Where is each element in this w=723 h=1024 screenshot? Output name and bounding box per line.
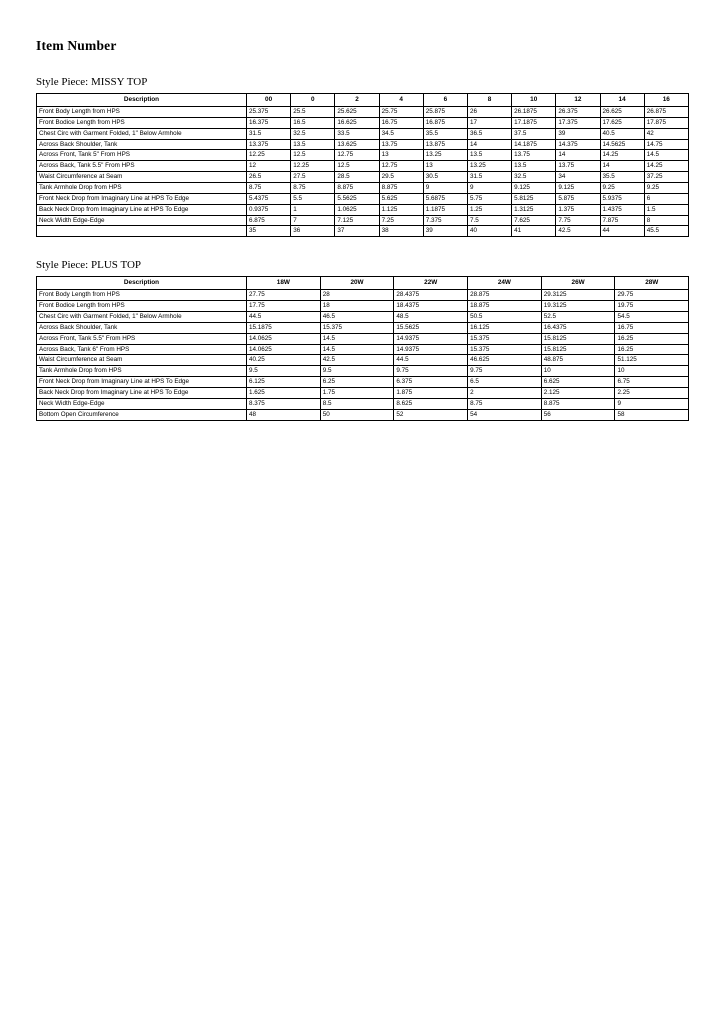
cell-value: 56 [541,409,615,420]
cell-value: 39 [556,128,600,139]
cell-value: 34.5 [379,128,423,139]
row-label: Front Neck Drop from Imaginary Line at HPS To Edge [37,193,247,204]
cell-value: 28.4375 [394,290,468,301]
cell-value: 8.375 [247,398,321,409]
cell-value: 14.5 [644,150,688,161]
cell-value: 13.375 [247,139,291,150]
cell-value: 1.25 [467,204,511,215]
column-header-size: 16 [644,94,688,107]
cell-value: 15.1875 [247,322,321,333]
cell-value: 25.875 [423,107,467,118]
cell-value: 9.25 [600,183,644,194]
cell-value: 8.5 [320,398,394,409]
cell-value: 14.0625 [247,333,321,344]
table-row [37,150,689,161]
cell-value: 35.5 [600,172,644,183]
cell-value: 7 [291,215,335,226]
cell-value: 41 [512,226,556,237]
cell-value: 15.375 [320,322,394,333]
column-header-size: 18W [247,277,321,290]
cell-value: 5.625 [379,193,423,204]
table-row [37,128,689,139]
cell-value: 50.5 [468,312,542,323]
cell-value: 28.5 [335,172,379,183]
cell-value: 12.5 [335,161,379,172]
column-header-size: 00 [247,94,291,107]
cell-value: 1.75 [320,388,394,399]
cell-value: 50 [320,409,394,420]
cell-value: 40.5 [600,128,644,139]
cell-value: 5.9375 [600,193,644,204]
column-header-size: 0 [291,94,335,107]
table-row [37,388,689,399]
cell-value: 7.25 [379,215,423,226]
cell-value: 13.625 [335,139,379,150]
cell-value: 9.75 [394,366,468,377]
cell-value: 26 [467,107,511,118]
cell-value: 8.75 [291,183,335,194]
cell-value: 31.5 [247,128,291,139]
spec-table-missy [36,93,689,237]
cell-value: 18.875 [468,301,542,312]
cell-value: 14.0625 [247,344,321,355]
cell-value: 9.5 [320,366,394,377]
row-label: Tank Armhole Drop from HPS [37,366,247,377]
cell-value: 46.5 [320,312,394,323]
table-row [37,333,689,344]
cell-value: 2 [468,388,542,399]
column-header-description: Description [37,277,247,290]
cell-value: 26.875 [644,107,688,118]
cell-value: 14 [556,150,600,161]
table-row [37,312,689,323]
table-row [37,172,689,183]
cell-value: 52 [394,409,468,420]
cell-value: 17.1875 [512,117,556,128]
cell-value: 8 [644,215,688,226]
cell-value: 9.25 [644,183,688,194]
row-label: Across Back, Tank 6" From HPS [37,344,247,355]
cell-value: 34 [556,172,600,183]
cell-value: 54.5 [615,312,689,323]
column-header-size: 14 [600,94,644,107]
spec-table-plus [36,276,689,420]
row-label: Front Bodice Length from HPS [37,301,247,312]
cell-value: 8.75 [247,183,291,194]
cell-value: 6.625 [541,377,615,388]
cell-value: 13.875 [423,139,467,150]
table-row [37,117,689,128]
table-row [37,204,689,215]
cell-value: 9 [615,398,689,409]
cell-value: 17.625 [600,117,644,128]
cell-value: 13.75 [512,150,556,161]
cell-value: 7.5 [467,215,511,226]
row-label: Front Bodice Length from HPS [37,117,247,128]
cell-value: 6.75 [615,377,689,388]
cell-value: 39 [423,226,467,237]
cell-value: 32.5 [291,128,335,139]
cell-value: 0.9375 [247,204,291,215]
cell-value: 16.25 [615,344,689,355]
cell-value: 5.8125 [512,193,556,204]
cell-value: 8.875 [541,398,615,409]
row-label [37,226,247,237]
table-row [37,290,689,301]
cell-value: 14.9375 [394,344,468,355]
cell-value: 16.4375 [541,322,615,333]
cell-value: 7.875 [600,215,644,226]
cell-value: 44 [600,226,644,237]
cell-value: 13 [423,161,467,172]
cell-value: 8.75 [468,398,542,409]
cell-value: 25.625 [335,107,379,118]
cell-value: 10 [615,366,689,377]
cell-value: 6.125 [247,377,321,388]
cell-value: 40.25 [247,355,321,366]
cell-value: 16.625 [335,117,379,128]
column-header-size: 24W [468,277,542,290]
page-title: Item Number [36,38,117,53]
table-row [37,322,689,333]
cell-value: 28.875 [468,290,542,301]
cell-value: 1.4375 [600,204,644,215]
row-label: Chest Circ with Garment Folded, 1" Below Armhole [37,128,247,139]
cell-value: 5.75 [467,193,511,204]
cell-value: 32.5 [512,172,556,183]
row-label: Tank Armhole Drop from HPS [37,183,247,194]
cell-value: 9.125 [556,183,600,194]
column-header-size: 8 [467,94,511,107]
cell-value: 15.375 [468,344,542,355]
row-label: Neck Width Edge-Edge [37,215,247,226]
cell-value: 6 [644,193,688,204]
cell-value: 15.5625 [394,322,468,333]
cell-value: 26.1875 [512,107,556,118]
row-label: Across Back Shoulder, Tank [37,322,247,333]
cell-value: 12.75 [335,150,379,161]
cell-value: 5.5 [291,193,335,204]
column-header-size: 28W [615,277,689,290]
cell-value: 16.75 [379,117,423,128]
cell-value: 17.75 [247,301,321,312]
cell-value: 52.5 [541,312,615,323]
section-heading-missy: Style Piece: MISSY TOP [36,76,148,88]
cell-value: 14.5625 [600,139,644,150]
cell-value: 14.375 [556,139,600,150]
cell-value: 5.875 [556,193,600,204]
table-row [37,139,689,150]
cell-value: 16.875 [423,117,467,128]
cell-value: 37.25 [644,172,688,183]
cell-value: 14.1875 [512,139,556,150]
cell-value: 25.5 [291,107,335,118]
cell-value: 42 [644,128,688,139]
column-header-size: 26W [541,277,615,290]
cell-value: 13 [379,150,423,161]
cell-value: 1.1875 [423,204,467,215]
cell-value: 48 [247,409,321,420]
row-label: Bottom Open Circumference [37,409,247,420]
cell-value: 1.3125 [512,204,556,215]
cell-value: 14 [467,139,511,150]
cell-value: 12.75 [379,161,423,172]
cell-value: 18 [320,301,394,312]
cell-value: 15.375 [468,333,542,344]
cell-value: 16.125 [468,322,542,333]
cell-value: 17.875 [644,117,688,128]
row-label: Waist Circumference at Seam [37,172,247,183]
cell-value: 1.375 [556,204,600,215]
cell-value: 13.75 [556,161,600,172]
cell-value: 14 [600,161,644,172]
cell-value: 16.375 [247,117,291,128]
cell-value: 14.9375 [394,333,468,344]
cell-value: 51.125 [615,355,689,366]
row-label: Back Neck Drop from Imaginary Line at HPS To Edge [37,204,247,215]
cell-value: 42.5 [556,226,600,237]
cell-value: 6.375 [394,377,468,388]
cell-value: 2.25 [615,388,689,399]
cell-value: 18.4375 [394,301,468,312]
row-label: Front Body Length from HPS [37,107,247,118]
cell-value: 44.5 [247,312,321,323]
cell-value: 6.25 [320,377,394,388]
cell-value: 17 [467,117,511,128]
cell-value: 16.25 [615,333,689,344]
column-header-size: 2 [335,94,379,107]
column-header-size: 12 [556,94,600,107]
table-row [37,107,689,118]
row-label: Front Body Length from HPS [37,290,247,301]
cell-value: 58 [615,409,689,420]
row-label: Chest Circ with Garment Folded, 1" Below Armhole [37,312,247,323]
cell-value: 29.75 [615,290,689,301]
cell-value: 15.8125 [541,344,615,355]
cell-value: 16.5 [291,117,335,128]
table-row [37,409,689,420]
row-label: Front Neck Drop from Imaginary Line at HPS To Edge [37,377,247,388]
cell-value: 5.4375 [247,193,291,204]
cell-value: 40 [467,226,511,237]
table-row [37,366,689,377]
cell-value: 26.625 [600,107,644,118]
cell-value: 13.25 [467,161,511,172]
cell-value: 12.25 [247,150,291,161]
cell-value: 45.5 [644,226,688,237]
cell-value: 12.25 [291,161,335,172]
cell-value: 1.0625 [335,204,379,215]
cell-value: 46.625 [468,355,542,366]
cell-value: 26.5 [247,172,291,183]
cell-value: 8.875 [379,183,423,194]
cell-value: 36 [291,226,335,237]
cell-value: 29.3125 [541,290,615,301]
column-header-size: 6 [423,94,467,107]
table-row [37,301,689,312]
table-row [37,355,689,366]
cell-value: 13.25 [423,150,467,161]
cell-value: 54 [468,409,542,420]
column-header-description: Description [37,94,247,107]
cell-value: 1.125 [379,204,423,215]
table-row [37,344,689,355]
column-header-size: 20W [320,277,394,290]
cell-value: 14.5 [320,333,394,344]
cell-value: 7.625 [512,215,556,226]
cell-value: 8.875 [335,183,379,194]
cell-value: 5.6875 [423,193,467,204]
cell-value: 26.375 [556,107,600,118]
cell-value: 16.75 [615,322,689,333]
column-header-size: 22W [394,277,468,290]
table-header-row [37,94,689,107]
cell-value: 19.3125 [541,301,615,312]
cell-value: 13.75 [379,139,423,150]
cell-value: 29.5 [379,172,423,183]
cell-value: 15.8125 [541,333,615,344]
cell-value: 13.5 [467,150,511,161]
row-label: Across Front, Tank 5.5" From HPS [37,333,247,344]
cell-value: 38 [379,226,423,237]
cell-value: 2.125 [541,388,615,399]
cell-value: 6.875 [247,215,291,226]
cell-value: 14.25 [644,161,688,172]
cell-value: 10 [541,366,615,377]
cell-value: 7.375 [423,215,467,226]
cell-value: 27.75 [247,290,321,301]
row-label: Across Back Shoulder, Tank [37,139,247,150]
row-label: Neck Width Edge-Edge [37,398,247,409]
table-row [37,377,689,388]
table-row [37,398,689,409]
cell-value: 35.5 [423,128,467,139]
cell-value: 31.5 [467,172,511,183]
row-label: Waist Circumference at Seam [37,355,247,366]
cell-value: 12.5 [291,150,335,161]
cell-value: 8.625 [394,398,468,409]
cell-value: 5.5625 [335,193,379,204]
cell-value: 9 [467,183,511,194]
cell-value: 9.5 [247,366,321,377]
table-row [37,193,689,204]
cell-value: 44.5 [394,355,468,366]
cell-value: 25.75 [379,107,423,118]
cell-value: 7.125 [335,215,379,226]
cell-value: 37 [335,226,379,237]
cell-value: 19.75 [615,301,689,312]
cell-value: 36.5 [467,128,511,139]
cell-value: 13.5 [291,139,335,150]
cell-value: 33.5 [335,128,379,139]
cell-value: 48.5 [394,312,468,323]
cell-value: 12 [247,161,291,172]
cell-value: 14.75 [644,139,688,150]
table-row [37,161,689,172]
cell-value: 28 [320,290,394,301]
cell-value: 14.5 [320,344,394,355]
cell-value: 13.5 [512,161,556,172]
table-row [37,183,689,194]
row-label: Back Neck Drop from Imaginary Line at HPS To Edge [37,388,247,399]
cell-value: 1.625 [247,388,321,399]
cell-value: 48.875 [541,355,615,366]
cell-value: 30.5 [423,172,467,183]
table-header-row [37,277,689,290]
cell-value: 9.75 [468,366,542,377]
cell-value: 35 [247,226,291,237]
column-header-size: 4 [379,94,423,107]
cell-value: 17.375 [556,117,600,128]
cell-value: 14.25 [600,150,644,161]
cell-value: 27.5 [291,172,335,183]
cell-value: 6.5 [468,377,542,388]
row-label: Across Back, Tank 5.5" From HPS [37,161,247,172]
cell-value: 1 [291,204,335,215]
table-row [37,226,689,237]
cell-value: 9.125 [512,183,556,194]
section-heading-plus: Style Piece: PLUS TOP [36,259,142,272]
cell-value: 42.5 [320,355,394,366]
cell-value: 7.75 [556,215,600,226]
table-row [37,215,689,226]
cell-value: 25.375 [247,107,291,118]
column-header-size: 10 [512,94,556,107]
cell-value: 1.875 [394,388,468,399]
cell-value: 9 [423,183,467,194]
cell-value: 37.5 [512,128,556,139]
row-label: Across Front, Tank 5" From HPS [37,150,247,161]
cell-value: 1.5 [644,204,688,215]
